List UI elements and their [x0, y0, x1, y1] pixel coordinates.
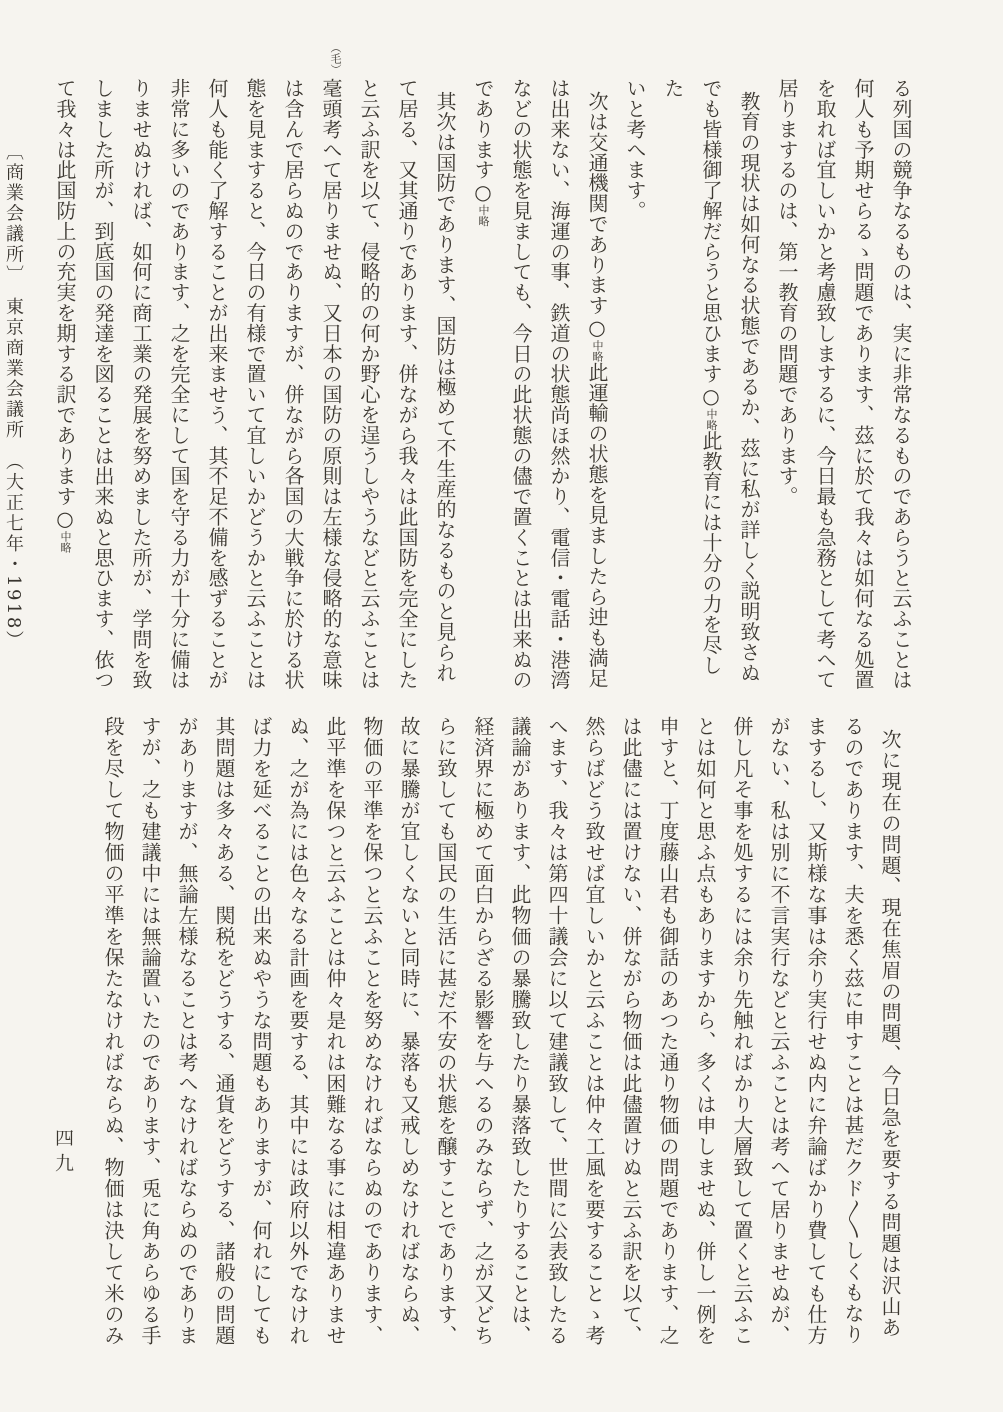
- text-column: [578, 78, 616, 695]
- excerpt-2-text: [94, 716, 908, 1350]
- text-column: [279, 716, 316, 1350]
- text-column: [575, 716, 612, 1350]
- text-column: [464, 716, 501, 1350]
- text-run: 何人も能く了解することが出来ませう、其不足不備を感ずることが: [205, 78, 229, 690]
- text-run: 居りまするのは、第一教育の問題であります。: [775, 78, 799, 507]
- text-column: [198, 78, 236, 695]
- text-column: [168, 716, 205, 1350]
- text-run: 物価の平準を保つと云ふことを努めなければならぬのであります、: [360, 716, 384, 1346]
- text-run: 申すと、丁度藤山君も御話のあつた通り物価の問題であります、之: [656, 716, 680, 1346]
- kanji-gloss: （毛）: [329, 42, 342, 75]
- text-run: しました所が、到底国の発達を図ることは出来ぬと思ひます、依つ: [91, 78, 115, 690]
- text-run: 其次は国防であります、国防は極めて不生産的なるものと見られ: [433, 91, 457, 683]
- text-column: [122, 78, 160, 695]
- text-run: 併し凡そ事を処するには余り先触ればかり大層致して置くと云ふこ: [730, 716, 754, 1346]
- text-run: るのであります、夫を悉く茲に申すことは甚だクド〱しくもなり: [841, 716, 865, 1345]
- text-run: まするし、又斯様な事は余り実行せぬ内に弁論ばかり費しても仕方: [804, 716, 828, 1346]
- text-column: [730, 78, 768, 695]
- text-column: [388, 78, 426, 695]
- text-column: [242, 716, 279, 1350]
- text-column: [353, 716, 390, 1350]
- text-run: は此儘には置けない、併ながら物価は此儘置けぬと云ふ訳を以て、: [619, 716, 643, 1346]
- speech-excerpt-1: [0, 42, 920, 695]
- text-column: [427, 716, 464, 1350]
- text-run: りませぬければ、如何に商工業の発展を努めました所が、学問を致: [129, 78, 153, 690]
- ellipsis-note: 中略: [477, 204, 490, 227]
- text-column: [768, 78, 806, 695]
- text-run: を取れば宜しいかと考慮致しまするに、今日最も急務として考へて: [813, 78, 837, 690]
- text-run: は含んで居らぬのでありますが、併ながら各国の大戦争に於ける状: [281, 78, 305, 690]
- text-column: [312, 42, 350, 695]
- text-column: [834, 716, 871, 1350]
- text-run: る列国の競争なるものは、実に非常なるものであらうと云ふことは: [889, 78, 913, 690]
- text-column: [723, 716, 760, 1350]
- text-run: ば力を延べることの出来ぬやうな問題もありますが、何れにしても: [249, 716, 273, 1346]
- text-column: [871, 716, 908, 1350]
- text-column: [686, 716, 723, 1350]
- text-run: いと考へます。: [623, 78, 647, 221]
- text-column: [205, 716, 242, 1350]
- text-column: [94, 716, 131, 1350]
- text-column: [806, 78, 844, 695]
- text-column: [760, 716, 797, 1350]
- text-run: とは如何と思ふ点もありますから、多くは申しませぬ、併し一例を: [693, 716, 717, 1346]
- excerpt-1-text: [46, 42, 920, 695]
- text-run: 此運輸の状態を見ましたら迚も満足: [585, 361, 609, 689]
- text-column: [844, 78, 882, 695]
- text-run: 経済界に極めて面白からざる影響を与へるのみならず、之が又どち: [471, 716, 495, 1346]
- text-run: て我々は此国防上の充実を期する訳であります○: [53, 78, 77, 531]
- text-column: [616, 78, 654, 695]
- text-column: [797, 716, 834, 1350]
- text-column: [160, 78, 198, 695]
- text-column: [131, 716, 168, 1350]
- text-run: と云ふ訳を以て、侵略的の何か野心を逞うしやうなどと云ふことは: [357, 78, 381, 690]
- text-run: 段を尽して物価の平準を保たなければならぬ、物価は決して米のみ: [101, 716, 125, 1346]
- text-run: 此平準を保つと云ふことは仲々是れは困難なる事には相違ありませ: [323, 716, 347, 1346]
- text-run: 態を見ますると、今日の有様で置いて宜しいかどうかと云ふことは: [243, 78, 267, 690]
- text-column: [84, 78, 122, 695]
- text-run: 毫頭考へて居りませぬ、又日本の国防の原則は左様な侵略的な意味: [319, 78, 343, 690]
- text-run: は出来ない、海運の事、鉄道の状態尚ほ然かり、電信・電話・港湾: [547, 78, 571, 690]
- text-run: 次は交通機関であります○: [585, 91, 609, 340]
- text-column: [274, 78, 312, 695]
- text-run: らに致しても国民の生活に甚だ不安の状態を醸すことであります、: [434, 716, 458, 1346]
- text-column: [316, 716, 353, 1350]
- speech-excerpt-2: [94, 716, 908, 1350]
- text-column: [464, 78, 502, 695]
- ellipsis-note: 中略: [591, 339, 604, 362]
- text-column: [236, 78, 274, 695]
- text-column: [46, 78, 84, 695]
- text-column: [426, 78, 464, 695]
- text-run: へます、我々は第四十議会に以て建議致して、世間に公表致したる: [545, 716, 569, 1346]
- text-column: [540, 78, 578, 695]
- text-run: 非常に多いのであります、之を完全にして国を守る力が十分に備は: [167, 78, 191, 690]
- text-run: ぬ、之が為には色々なる計画を要する、其中には政府以外でなけれ: [286, 716, 310, 1346]
- text-run: であります○: [471, 78, 495, 205]
- text-run: がない、私は別に不言実行などと云ふことは考へて居りませぬが、: [767, 716, 791, 1346]
- text-run: 其問題は多々ある、関税をどうする、通貨をどうする、諸般の問題: [212, 716, 236, 1346]
- text-column: [502, 78, 540, 695]
- text-run: て居る、又其通りであります、併ながら我々は此国防を完全にした: [395, 78, 419, 690]
- page-number: 四九: [52, 1128, 74, 1178]
- text-run: 議論があります、此物価の暴騰致したり暴落致したりすることは、: [508, 716, 532, 1346]
- text-run: 教育の現状は如何なる状態であるか、茲に私が詳しく説明致さぬ: [737, 91, 761, 683]
- text-run: 次に現在の問題、現在焦眉の問題、今日急を要する問題は沢山あ: [878, 729, 902, 1338]
- text-run: でも皆様御了解だらうと思ひます○: [699, 78, 723, 409]
- text-column: [350, 78, 388, 695]
- text-run: すが、之も建議中には無論置いたのであります、兎に角あらゆる手: [138, 716, 162, 1346]
- text-run: 然らばどう致せば宜しいかと云ふことは仲々工風を要することゝ考: [582, 716, 606, 1346]
- text-run: 故に暴騰が宜しくないと同時に、暴落も又戒しめなければならぬ、: [397, 716, 421, 1346]
- ellipsis-note: 中略: [705, 408, 718, 431]
- text-run: 此教育には十分の力を尽した: [661, 78, 723, 676]
- ellipsis-note: 中略: [59, 530, 72, 553]
- text-column: [612, 716, 649, 1350]
- text-run: などの状態を見ましても、今日の此状態の儘で置くことは出来ぬの: [509, 78, 533, 690]
- text-column: [501, 716, 538, 1350]
- text-column: [390, 716, 427, 1350]
- text-run: がありますが、無論左様なることは考へなければならぬのでありま: [175, 716, 199, 1346]
- source-attribution: 〔商業会議所〕 東京商業会議所 （大正七年・1918）: [3, 142, 24, 652]
- text-column: [654, 78, 730, 695]
- text-column: [649, 716, 686, 1350]
- text-column: [538, 716, 575, 1350]
- text-run: 何人も予期せらるゝ問題であります、茲に於て我々は如何なる処置: [851, 78, 875, 690]
- text-column: [882, 78, 920, 695]
